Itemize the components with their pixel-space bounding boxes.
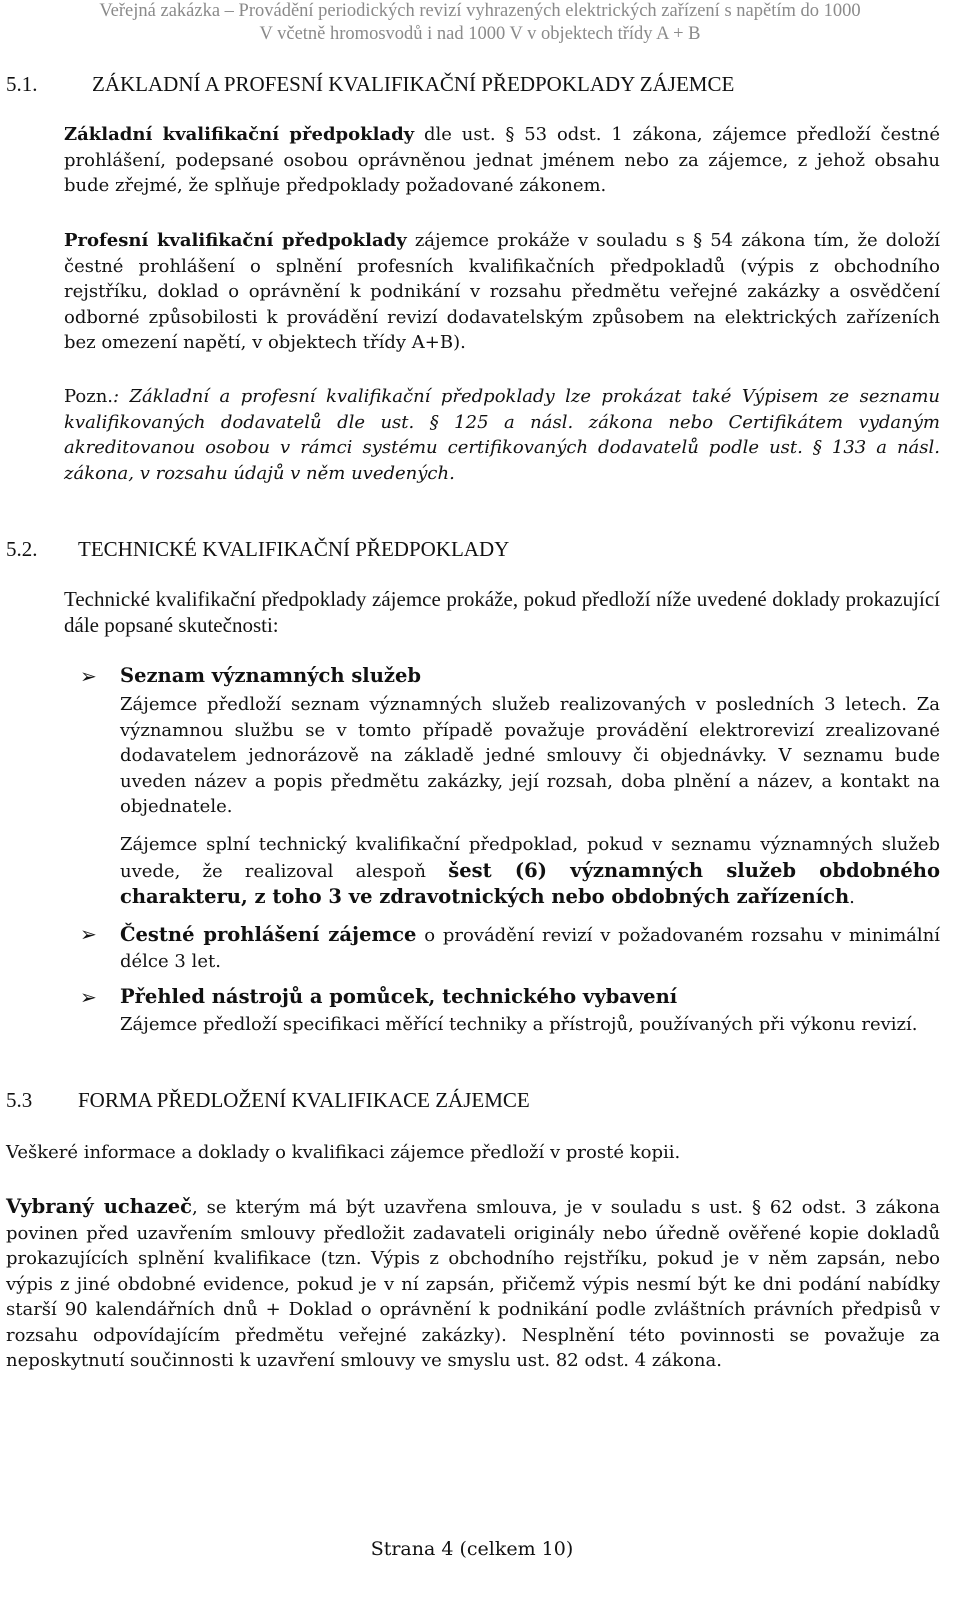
services-list-text: Zájemce předloží seznam významných služeb realizovaných v posledních 3 letech. Za významnou službu se v tomto případě považuje provádění elektrorevizí zrealizované dodavatelem jednorázově na základě jedné smlouvy či objednávky. V seznamu bude uveden název a popis předmětu zakázky, její rozsah, doba plnění a název, a kontakt na objednatele. bbox=[120, 694, 940, 817]
affidavit-text: o provádění revizí v požadovaném rozsahu v minimální délce 3 let. bbox=[120, 925, 940, 972]
professional-qualification-label: Profesní kvalifikační předpoklady bbox=[64, 230, 407, 251]
section-number: 5.3 bbox=[6, 1088, 33, 1112]
tools-overview-heading: Přehled nástrojů a pomůcek, technického vybavení bbox=[120, 985, 678, 1008]
services-requirement-paragraph bbox=[120, 832, 940, 911]
basic-qualification-text: dle ust. § 53 odst. 1 zákona, zájemce předloží čestné prohlášení, podepsané osobou oprávněnou jednat jménem nebo za zájemce, z jehož obsahu bude zřejmé, že splňuje předpoklady požadované zákonem. bbox=[64, 124, 940, 196]
bullet-arrow-icon: ➢ bbox=[80, 985, 97, 1009]
selected-bidder-text: , se kterým má být uzavřena smlouva, je v souladu s ust. § 62 odst. 3 zákona povinen před uzavřením smlouvy předložit zadavateli originály nebo úředně ověřené kopie dokladů prokazujících splnění kvalifikace (tzn. Výpis z obchodního rejstříku, pokud je v něm zapsán, nebo výpis z jiné obdobné evidence, pokud je v ní zapsán, přičemž výpis nesmí být ke dni podání nabídky starší 90 kalendářních dnů + Doklad o oprávnění k podnikání podle zvláštních právních předpisů v rozsahu odpovídajícím předmětu veřejné zakázky). Nesplnění této povinnosti se považuje za neposkytnutí součinnosti k uzavření smlouvy ve smyslu ust. 82 odst. 4 zákona. bbox=[6, 1197, 941, 1371]
basic-qualification-paragraph bbox=[64, 122, 940, 199]
note-paragraph bbox=[64, 384, 940, 486]
tools-overview-text: Zájemce předloží specifikaci měřící techniky a přístrojů, používaných při výkonu revizí. bbox=[120, 1014, 918, 1035]
note-text: : Základní a profesní kvalifikační předpoklady lze prokázat také Výpisem ze seznamu kvalifikovaných dodavatelů dle ust. § 125 a násl. zákona nebo Certifikátem vydaným akreditovanou osobou v rámci systému certifikovaných dodavatelů podle ust. § 133 a násl. zákona, v rozsahu údajů v něm uvedených. bbox=[64, 386, 940, 484]
section-title: ZÁKLADNÍ A PROFESNÍ KVALIFIKAČNÍ PŘEDPOKLADY ZÁJEMCE bbox=[92, 72, 735, 96]
section-number: 5.1. bbox=[6, 72, 38, 96]
bullet-arrow-icon: ➢ bbox=[80, 664, 97, 688]
bullet-arrow-icon: ➢ bbox=[80, 922, 97, 946]
copy-form-paragraph: Veškeré informace a doklady o kvalifikaci zájemce předloží v prosté kopii. bbox=[6, 1142, 681, 1163]
professional-qualification-text: zájemce prokáže v souladu s § 54 zákona tím, že doloží čestné prohlášení o splnění profesních kvalifikačních předpokladů (výpis z obchodního rejstříku, doklad o oprávnění k podnikání v rozsahu předmětu veřejné zakázky a osvědčení odborné způsobilosti k provádění revizí dodavatelským způsobem na elektrických zařízeních bez omezení napětí, v objektech třídy A+B). bbox=[64, 230, 940, 353]
note-label: Pozn. bbox=[64, 386, 114, 407]
header-line-2: V včetně hromosvodů i nad 1000 V v objektech třídy A + B bbox=[259, 24, 701, 44]
professional-qualification-paragraph bbox=[64, 228, 940, 356]
page-header bbox=[0, 0, 960, 46]
page-footer: Strana 4 (celkem 10) bbox=[370, 1538, 574, 1560]
services-requirement-end: . bbox=[849, 887, 855, 908]
selected-bidder-paragraph bbox=[6, 1194, 940, 1374]
basic-qualification-label: Základní kvalifikační předpoklady bbox=[64, 124, 415, 145]
services-list-heading: Seznam významných služeb bbox=[120, 664, 422, 687]
technical-intro-paragraph: Technické kvalifikační předpoklady zájemce prokáže, pokud předloží níže uvedené doklady prokazující dále popsané skutečnosti: bbox=[64, 587, 940, 637]
services-requirement-bold: šest (6) významných služeb obdobného charakteru, z toho 3 ve zdravotnických nebo obdobných zařízeních bbox=[120, 858, 940, 908]
header-line-1: Veřejná zakázka – Provádění periodických revizí vyhrazených elektrických zařízení s napětím do 1000 bbox=[99, 1, 861, 21]
selected-bidder-label: Vybraný uchazeč bbox=[6, 1195, 192, 1218]
section-title: TECHNICKÉ KVALIFIKAČNÍ PŘEDPOKLADY bbox=[78, 537, 510, 561]
section-title: FORMA PŘEDLOŽENÍ KVALIFIKACE ZÁJEMCE bbox=[78, 1088, 530, 1112]
affidavit-paragraph bbox=[120, 922, 940, 974]
services-requirement-text: Zájemce splní technický kvalifikační předpoklad, pokud v seznamu významných služeb uvede, že realizoval alespoň bbox=[120, 834, 940, 882]
affidavit-label: Čestné prohlášení zájemce bbox=[120, 923, 417, 946]
section-number: 5.2. bbox=[6, 537, 38, 561]
